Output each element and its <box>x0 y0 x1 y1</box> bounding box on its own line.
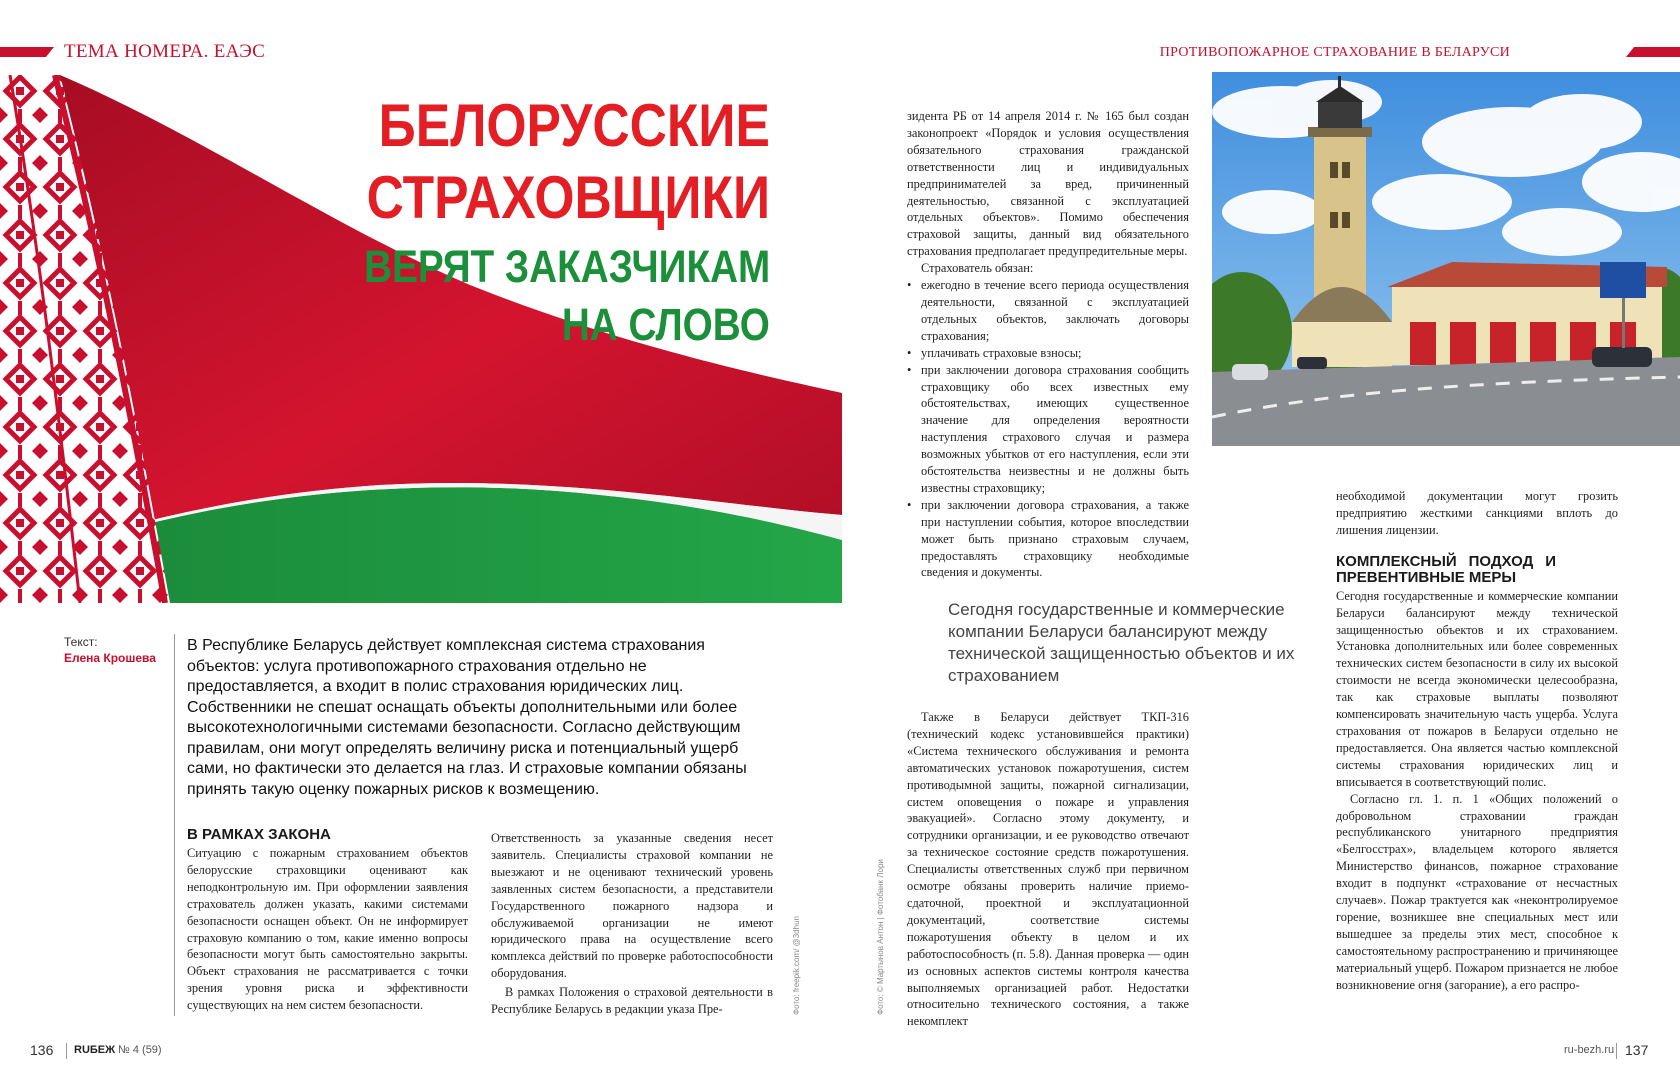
photo-credit-right: Фото: © Мартынов Антон | Фотобанк Лори <box>876 859 885 1015</box>
page-number-right: 137 <box>1625 1042 1649 1058</box>
byline-label: Текст: <box>64 635 98 649</box>
col3-paragraph-3: Также в Беларуси действует ТКП-316 (технический кодекс установившейся практики) «Система технического обслуживания и ремонта автоматических установок пожаротушения, систем противодымной защиты, пожарной сигнализации, систем оповещения о пожаре и управления эвакуацией». Согласно этому документу, и сотрудники организации, и ее руководство отвечают за техническое состояние средств пожаротушения. Специалисты ответственных служб при первичном осмотре обязаны проверить наличие приемо-сдаточной, проектной и эксплуатационной документаций, соответствие системы пожаротушения объекту в целом и их работоспособность (п. 5.8). Данная проверка — один из основных аспектов системы контроля качества выполняемых организацией работ. Недостатки относительно технического состояния, а также некомплект <box>907 710 1189 1029</box>
header-bar-right <box>1626 47 1680 57</box>
title-line-3: ВЕРЯТ ЗАКАЗЧИКАМ <box>363 241 770 292</box>
section-heading-complex: КОМПЛЕКСНЫЙ ПОДХОД И ПРЕВЕНТИВНЫЕ МЕРЫ <box>1336 552 1556 586</box>
footer-divider <box>1616 1043 1617 1059</box>
header-bar-left <box>0 47 54 57</box>
title-line-2: СТРАХОВЩИКИ <box>366 164 770 231</box>
col4-paragraph-1: необходимой документации могут грозить предприятию жесткими санкциями вплоть до лишения лицензии. <box>1336 489 1618 537</box>
issue-number: № 4 (59) <box>118 1044 162 1056</box>
col3-bullet: • при заключении договора страхования, а также при наступлении события, которое впоследствии может быть признано страховым случаем, предоставлять страховщику необходимые сведения и документы. <box>907 497 1189 582</box>
column-1 <box>187 827 468 1014</box>
column-3-top <box>907 108 1189 581</box>
pull-quote: Сегодня государственные и коммерческие компании Беларуси балансируют между технической защищенностью объектов и их страхованием <box>948 600 1295 685</box>
col2-paragraph-1: Ответственность за указанные сведения несет заявитель. Специалисты страховой компании не выезжают и не оценивают технический уровень заявленных систем безопасности, а представители Государственного пожарного надзора и обслуживаемой организации не имеют юридического права на осуществление всего комплекса действий по проверке работоспособности оборудования. <box>491 831 773 981</box>
column-2 <box>491 830 773 1018</box>
lead-paragraph: В Республике Беларусь действует комплексная система страхования объектов: услуга противопожарного страхования отдельно не предоставляется, а входит в полис страхования юридических лиц. Собственники не спешат оснащать объекты дополнительными или более высокотехнологичными системами безопасности. Согласно действующим правилам, они могут определять величину риска и потенциальный ущерб сами, но фактически это делается на глаз. И страховые компании обязаны принять такую оценку пожарных рисков к возмещению. <box>187 637 747 798</box>
section-heading-law: В РАМКАХ ЗАКОНА <box>187 826 331 843</box>
column-3-bottom <box>907 709 1189 1030</box>
page-number-left: 136 <box>30 1042 54 1058</box>
byline-author: Елена Крошева <box>64 651 156 665</box>
col3-bullet: • при заключении договора страхования сообщить страховщику обо всех известных ему обстоятельствах, имеющих существенное значение для определения вероятности наступления страхового случая и размера возможных убытков от его наступления, если эти обстоятельства неизвестны и не должны быть известны страховщику; <box>907 362 1189 497</box>
section-label-right: ПРОТИВОПОЖАРНОЕ СТРАХОВАНИЕ В БЕЛАРУСИ <box>1159 45 1510 60</box>
fire-station-photo <box>1212 72 1680 446</box>
col4-paragraph-3: Согласно гл. 1. п. 1 «Общих положений о добровольном страховании граждан республиканского унитарного предприятия «Белгосстрах», владельцем которого является Министерство финансов, пожарное страхование входит в подпункт «страхование от несчастных случаев». Пожар трактуется как «неконтролируемое горение, возникшее вне специальных мест или вышедшее за пределы этих мест, способное к самостоятельному распространению и причиняющее материальный ущерб. Пожаром признается не любое возникновение огня (загорание), а его распро- <box>1336 791 1618 992</box>
title-line-1: БЕЛОРУССКИЕ <box>378 92 770 159</box>
title-line-4: НА СЛОВО <box>562 299 770 350</box>
column-4 <box>1336 488 1618 993</box>
col1-paragraph: Ситуацию с пожарным страхованием объектов белорусские страховщики оценивают как неподконтрольную им. При оформлении заявления страхователь должен указать, какими системами безопасности оснащен объект. Он не информирует страховую компанию о том, какие именно вопросы безопасности могут быть самостоятельно закрыты. Объект страхования не рассматривается с точки зрения уровня риска и эффективности существующих на нем систем безопасности. <box>187 846 468 1013</box>
footer-divider <box>66 1043 67 1059</box>
site-url: ru-bezh.ru <box>1564 1044 1615 1056</box>
photo-credit-left: Фото: freepik.com/ @3dhun <box>792 916 801 1015</box>
col3-paragraph-2: Страхователь обязан: <box>921 261 1034 276</box>
col4-paragraph-2: Сегодня государственные и коммерческие компании Беларуси балансируют между технической защищенностью объектов и их страхованием. Установка дополнительных или более современных технических систем безопасности в силу их высокой стоимости не всегда экономически целесообразна, так как страховые выплаты позволяют компенсировать значительную часть ущерба. Услуга страхования от пожаров в Беларуси отдельно не предоставляется. Она является частью комплексной системы страхования юридических лиц и вписывается в соответствующий полис. <box>1336 588 1618 789</box>
section-label-left: ТЕМА НОМЕРА. ЕАЭС <box>64 41 266 62</box>
col2-paragraph-2: В рамках Положения о страховой деятельности в Республике Беларусь в редакции указа Пре- <box>491 985 773 1017</box>
col3-bullet: • уплачивать страховые взносы; <box>907 345 1189 362</box>
col3-paragraph-1: зидента РБ от 14 апреля 2014 г. № 165 был создан законопроект «Порядок и условия осуществления обязательного страхования гражданской ответственности лиц и индивидуальных предпринимателей за вред, причиненный деятельностью, связанной с эксплуатацией отдельных объектов». Помимо обеспечения страховой защиты, данный вид обязательного страхования предполагает предупредительные меры. <box>907 109 1189 259</box>
lead-divider <box>174 634 175 1016</box>
magazine-name: RUБЕЖ <box>74 1044 116 1056</box>
col3-bullet: • ежегодно в течение всего периода осуществления деятельности, связанной с эксплуатацией отдельных объектов, заключать договоры страхования; <box>907 277 1189 345</box>
